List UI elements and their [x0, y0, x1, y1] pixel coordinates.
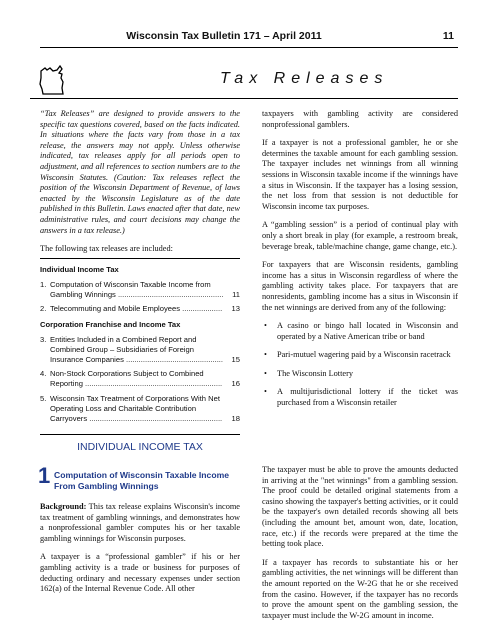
toc-item-page: 11	[232, 289, 240, 299]
list-item: • The Wisconsin Lottery	[262, 369, 458, 380]
toc-item-num: 2.	[40, 304, 47, 314]
release-body	[40, 502, 240, 603]
toc-item-num: 4.	[40, 369, 47, 379]
toc-item-text: Entities Included in a Combined Report and Combined Group – Subsidiaries of Foreign Insurance Companies ..............................................	[50, 334, 224, 364]
page-number: 11	[442, 30, 454, 42]
toc-item-page: 16	[231, 379, 240, 389]
release-number: 1	[38, 463, 51, 488]
paragraph: The taxpayer must be able to prove the amounts deducted in arriving at the "net winnings" from a gambling session. The proof could be detailed original statements from a casino showing the taxpayer's betting activities, or it could be the taxpayer's own detailed records showing all bets (including the amount bet, amount won, date, location, race, etc.) if the records were prepared at the time the betting took place.	[262, 465, 458, 549]
release-title-text: Computation of Wisconsin Taxable Income From Gambling Winnings	[54, 470, 229, 491]
paragraph: If a taxpayer has records to substantiate his or her gambling activities, the net winnings will be different than the amount reported on the W-2G that he or she received from the casino. However, if the taxpayer has no records to prove the amount spent on the gambling session, the taxpayer must include the W-2G amount in income.	[262, 557, 458, 620]
background-label: Background:	[40, 502, 87, 511]
toc-item[interactable]	[40, 280, 240, 300]
toc-group-title: Individual Income Tax	[40, 265, 119, 274]
toc-item-num: 1.	[40, 279, 47, 289]
paragraph: If a taxpayer is not a professional gambler, he or she determines the taxable amount for each gambling session. The taxpayer includes net winnings from all winning sessions in Wisconsin taxable income if the winnings have a situs in Wisconsin. If the taxpayer has a losing session, the net loss from that session is not deductible for Wisconsin income tax purposes.	[262, 138, 458, 211]
paragraph: A “gambling session” is a period of continual play with only a short break in play (for example, a restroom break, beverage break, table/machine change, game change, etc.).	[262, 220, 458, 251]
list-item: • A casino or bingo hall located in Wisconsin and operated by a Native American tribe or band	[262, 321, 458, 342]
right-column-lower	[262, 465, 458, 629]
bulletin-title: Wisconsin Tax Bulletin 171 – April 2011	[126, 30, 322, 42]
toc-item-num: 5.	[40, 393, 47, 403]
toc-item-page: 15	[231, 354, 240, 364]
banner-rule	[30, 98, 458, 99]
situs-list	[262, 321, 458, 409]
intro-lead: The following tax releases are included:	[40, 244, 173, 254]
list-item: • Pari-mutuel wagering paid by a Wisconsin racetrack	[262, 350, 458, 361]
background-paragraph	[40, 502, 240, 544]
toc-group-title: Corporation Franchise and Income Tax	[40, 320, 181, 330]
toc-item[interactable]	[40, 369, 240, 389]
intro-block	[40, 109, 240, 263]
toc-item-text: Telecommuting and Mobile Employees ...................	[50, 304, 223, 314]
paragraph: For taxpayers that are Wisconsin residents, gambling income has a situs in Wisconsin regardless of where the gambling activity takes place. For taxpayers that are nonresidents, gambling income has a situs in Wisconsin if the net winnings are derived from any of the following:	[262, 260, 458, 312]
wisconsin-map-icon	[38, 62, 68, 98]
toc-item-num: 3.	[40, 334, 47, 344]
toc-item[interactable]	[40, 335, 240, 364]
professional-gambler-paragraph: A taxpayer is a “professional gambler” if his or her gambling activity is a trade or business for purposes of deducting ordinary and necessary expenses under section 162(a) of the Internal Revenue Code. All other	[40, 552, 240, 594]
toc-item-text: Wisconsin Tax Treatment of Corporations With Net Operating Loss and Charitable Contribution Carryovers ...............................................................	[50, 393, 223, 423]
intro-text: “Tax Releases” are designed to provide answers to the specific tax questions covered, based on the facts indicated. In situations where the facts vary from those in a tax release, the answers may not apply. Unless otherwise indicated, tax releases apply for all periods open to adjustment, and all references to section numbers are to the Wisconsin Statutes. (Caution: Tax releases reflect the position of the Wisconsin Department of Revenue, of laws enacted by the Wisconsin Legislature as of the date published in this Bulletin. Laws enacted after that date, new administrative rules, and court decisions may change the answers in a tax release.)	[40, 109, 240, 235]
background-text: This tax release explains Wisconsin's income tax treatment of gambling winnings, and demonstrates how a nonprofessional gambler computes his or her taxable gambling winnings for Wisconsin purposes.	[40, 502, 240, 543]
section-heading: INDIVIDUAL INCOME TAX	[77, 441, 203, 453]
toc-item-page: 18	[231, 413, 240, 423]
right-column	[262, 109, 458, 417]
tax-releases-banner	[30, 62, 458, 100]
release-title	[38, 463, 240, 492]
banner-title: Tax Releases	[220, 70, 389, 87]
toc-box	[40, 258, 240, 435]
toc-item[interactable]	[40, 304, 240, 314]
toc-item[interactable]	[40, 394, 240, 423]
list-item: • A multijurisdictional lottery if the ticket was purchased from a Wisconsin retailer	[262, 387, 458, 408]
toc-item-page: 13	[231, 304, 240, 314]
toc-item-text: Computation of Wisconsin Taxable Income from Gambling Winnings ..................................................	[50, 279, 224, 299]
header-rule	[40, 47, 458, 48]
paragraph: taxpayers with gambling activity are considered nonprofessional gamblers.	[262, 109, 458, 129]
toc-item-text: Non-Stock Corporations Subject to Combined Reporting .................................................................	[50, 369, 223, 389]
page-header	[40, 30, 458, 46]
